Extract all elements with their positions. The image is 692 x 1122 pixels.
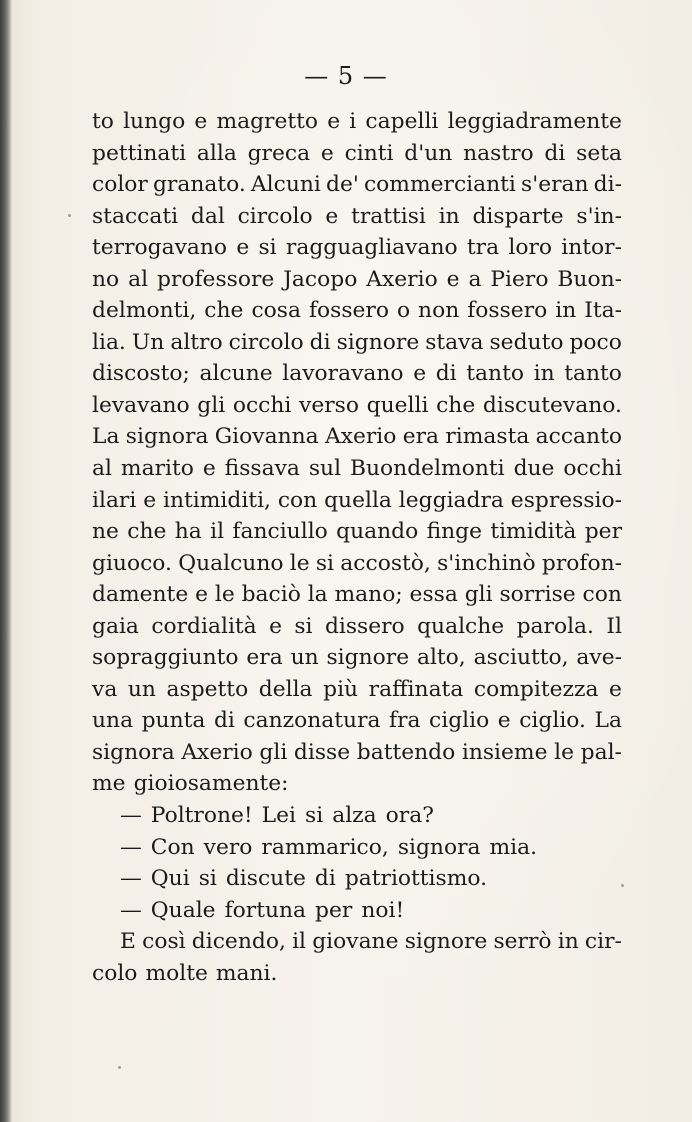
word: una [92,708,134,734]
text-line [92,390,622,422]
text-line [92,232,622,264]
word: profon- [541,550,622,576]
word: e [195,582,208,608]
text-line [92,926,622,958]
word: della [258,676,313,702]
word: Qualcuno [178,550,284,576]
word: le [214,582,235,608]
word: e [609,676,622,702]
word: ilari [92,487,137,513]
word: compitezza [473,676,599,702]
word: si [294,613,313,639]
word: timidità [490,519,577,545]
word: si [305,803,324,829]
word: dissero [324,613,405,639]
text-line [92,106,622,138]
word: alcune [199,361,273,387]
word: mani. [215,960,278,986]
word: Jacopo [283,266,358,292]
word: leggiadramente [447,109,622,134]
text-line [92,832,622,864]
word: così [142,929,186,955]
word: s'eran [521,172,589,198]
word: verso [299,392,359,418]
word: signore [404,929,488,955]
word: alza [332,803,377,829]
word: professore [156,266,275,292]
word: — [120,803,142,829]
word: in [438,203,460,229]
word: e [413,361,427,387]
text-line [92,548,622,580]
word: damente [92,582,189,608]
word: di [314,866,336,892]
text-line [92,642,622,674]
text-line [92,201,622,233]
word: Poltrone! [150,803,253,829]
text-line [92,705,622,737]
word: E [120,929,136,955]
word: Ita- [584,298,622,324]
word: commercianti [363,172,516,198]
word: serrò [493,929,552,955]
word: accanto [535,424,622,450]
word: con [582,582,622,608]
text-line [92,138,622,170]
word: di [435,361,457,387]
word: stava [425,329,484,355]
word: cordialità [151,613,257,639]
word: seta [576,140,622,166]
word: dal [190,203,225,229]
word: ne [92,519,119,545]
word: lia. [92,329,126,355]
word: signora [397,834,481,860]
word: un [127,676,156,702]
word: e [320,140,334,166]
word: seduto [489,329,564,355]
text-line [92,800,622,832]
word: le [554,739,574,765]
word: o [396,298,411,324]
word: sul [308,456,342,482]
word: loro [508,235,552,261]
word: La [594,708,622,734]
text-line [92,485,622,517]
word: poco [569,329,622,355]
word: capelli [365,109,439,134]
word: in [533,361,555,387]
text-line [92,863,622,895]
word: Axerio [324,424,397,450]
word: terrogavano [92,235,228,261]
word: a [468,266,482,292]
word: che [127,519,167,545]
word: e [143,487,157,513]
word: greca [247,140,311,166]
word: e [325,203,339,229]
word: battendo [356,739,456,765]
word: fissava [224,456,300,482]
text-line [92,958,622,990]
word: granato. [152,172,246,198]
word: espressio- [510,487,622,513]
word: occhi [563,456,622,482]
word: due [513,456,555,482]
word: sorrise [499,582,576,608]
word: Il [606,613,622,639]
word: Lei [261,803,297,829]
word: quando [336,519,419,545]
word: mano; [334,582,403,608]
word: Quale [150,897,216,923]
word: noi! [361,897,405,923]
word: di- [593,172,622,198]
text-line [92,358,622,390]
word: ciglio. [519,708,586,734]
word: intimiditi, [163,487,271,513]
word: nastro [463,140,534,166]
word: e [236,235,250,261]
body-text [92,106,622,989]
word: un [290,645,319,671]
word: discute [225,866,306,892]
word: fra [389,708,421,734]
word: magretto [216,109,319,134]
word: era [246,645,283,671]
text-line [92,169,622,201]
word: color [92,172,148,198]
word: si [315,550,335,576]
word: signore [336,329,420,355]
paper-speck [68,214,71,217]
word: molte [145,960,208,986]
word: Axerio [181,739,253,765]
word: ave- [576,645,622,671]
word: rimasta [445,424,530,450]
word: disparte [472,203,564,229]
word: parola. [516,613,594,639]
word: si [198,866,217,892]
word: d'un [404,140,453,166]
word: Un [131,329,165,355]
word: signora [92,739,175,765]
word: vero [203,834,253,860]
word: gioiosamente: [133,771,289,797]
word: in [555,298,577,324]
word: Giovanna [214,424,319,450]
text-line [92,579,622,611]
word: aspetto [166,676,249,702]
word: e [269,613,282,639]
word: trattisi [351,203,426,229]
word: insieme [461,739,548,765]
word: qualche [417,613,505,639]
word: dicendo, [191,929,286,955]
word: tanto [564,361,622,387]
word: tra [466,235,500,261]
text-line [92,674,622,706]
word: ciglio [429,708,490,734]
word: sopraggiunto [92,645,239,671]
word: il [210,519,225,545]
word: si [258,235,277,261]
word: di [213,708,235,734]
text-line [92,327,622,359]
word: per [315,897,353,923]
text-line [92,295,622,327]
word: gli [259,739,288,765]
word: e [446,266,460,292]
word: pettinati [92,140,187,166]
word: altro [170,329,223,355]
word: staccati [92,203,179,229]
word: tanto [466,361,524,387]
word: al [128,266,149,292]
word: Con [150,834,195,860]
text-line [92,611,622,643]
word: discosto; [92,361,190,387]
word: quella [324,487,392,513]
word: e [202,456,216,482]
word: de' [326,172,359,198]
word: e [327,109,341,134]
word: i [349,109,357,134]
word: e [497,708,511,734]
paper-speck [621,884,624,887]
word: la [307,582,328,608]
word: disse [293,739,351,765]
word: leggiadra [398,487,504,513]
word: più [323,676,359,702]
word: Buon- [557,266,622,292]
word: raffinata [368,676,464,702]
text-line [92,895,622,927]
word: giuoco. [92,550,172,576]
word: di [309,329,331,355]
word: gli [464,582,493,608]
word: s'inchinò [437,550,536,576]
text-line [92,421,622,453]
word: asciutto, [473,645,569,671]
paper-speck [118,1066,121,1069]
word: fortuna [224,897,307,923]
word: al [92,456,112,482]
word: lavoravano [282,361,404,387]
word: rammarico, [261,834,389,860]
word: marito [120,456,194,482]
word: le [289,550,310,576]
word: punta [141,708,206,734]
word: in [557,929,579,955]
word: alto, [416,645,466,671]
word: e [194,109,208,134]
word: circolo [237,203,313,229]
word: discutevano. [482,392,622,418]
word: Alcuni [250,172,321,198]
binding-shadow [0,0,12,1122]
text-line [92,737,622,769]
word: no [92,266,120,292]
word: fanciullo [232,519,328,545]
word: baciò [241,582,301,608]
word: gaia [92,613,139,639]
word: levavano [92,392,190,418]
word: ora? [385,803,434,829]
word: Axerio [366,266,438,292]
word: accostò, [340,550,431,576]
word: cinti [344,140,394,166]
word: alla [196,140,237,166]
word: lungo [123,109,186,134]
word: ha [174,519,202,545]
word: — [120,834,142,860]
word: circolo [228,329,304,355]
word: ragguagliavano [285,235,458,261]
word: fossero [467,298,548,324]
word: che [436,392,476,418]
word: Buondelmonti [350,456,505,482]
text-line [92,516,622,548]
word: va [92,676,118,702]
text-line [92,768,622,800]
word: — [120,866,142,892]
word: pal- [580,739,622,765]
text-line [92,453,622,485]
word: signora [125,424,209,450]
word: non [418,298,460,324]
word: mia. [489,834,538,860]
word: cosa [251,298,301,324]
word: Piero [490,266,549,292]
word: cir- [584,929,622,955]
word: quelli [366,392,429,418]
page-number: — 5 — [304,62,388,90]
word: canzonatura [243,708,381,734]
word: me [92,771,126,797]
word: s'in- [576,203,622,229]
word: intor- [561,235,622,261]
word: con [277,487,318,513]
word: fossero [308,298,389,324]
word: gli [197,392,226,418]
word: signore [326,645,410,671]
word: occhi [232,392,292,418]
word: to [92,109,114,134]
word: il [292,929,307,955]
word: che [204,298,244,324]
word: per [584,519,622,545]
word: era [402,424,440,450]
word: colo [92,960,138,986]
word: essa [409,582,458,608]
word: patriottismo. [344,866,488,892]
word: — [120,897,142,923]
word: finge [426,519,482,545]
word: di [544,140,566,166]
word: delmonti, [92,298,197,324]
text-line [92,264,622,296]
word: giovane [312,929,399,955]
word: La [92,424,120,450]
word: Qui [150,866,190,892]
